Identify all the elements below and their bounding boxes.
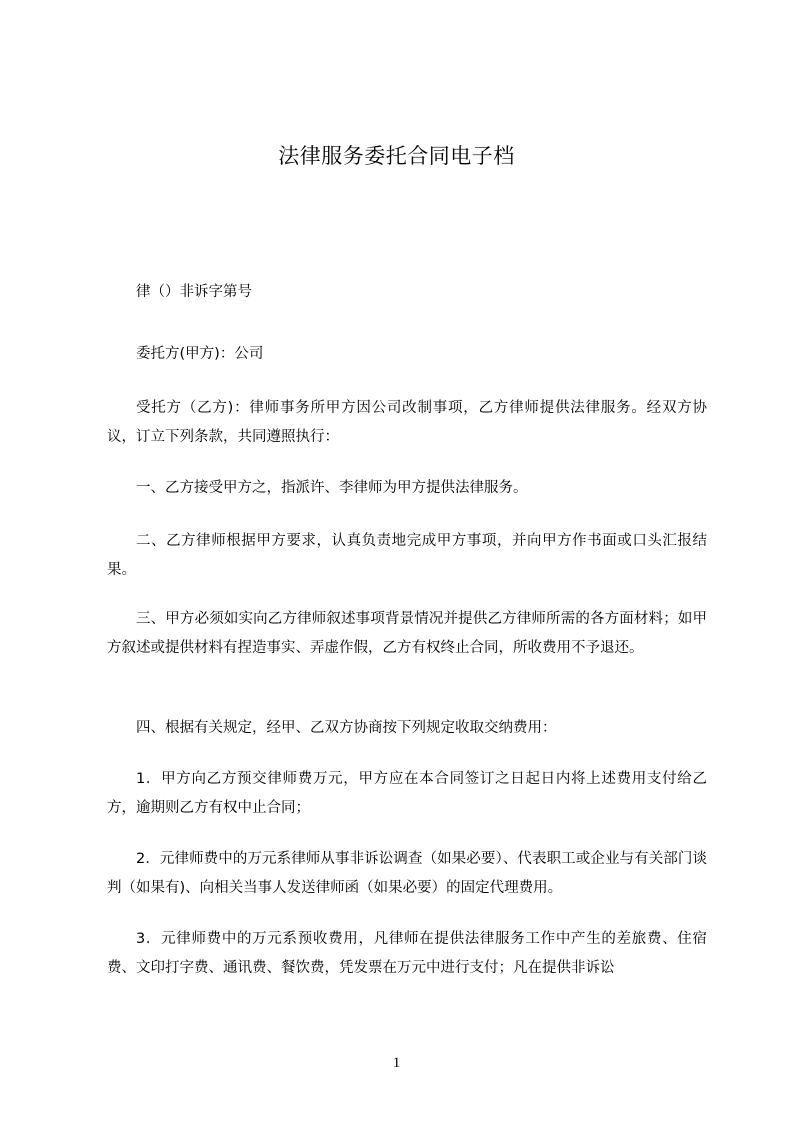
client-party-line: 委托方(甲方)：公司 xyxy=(136,346,264,362)
fee-item-three: 3．元律师费中的万元系预收费用，凡律师在提供法律服务工作中产生的差旅费、住宿费、文印打字费、通讯费、餐饮费，凭发票在万元中进行支付；凡在提供非诉讼 xyxy=(107,931,707,976)
clause-one: 一、乙方接受甲方之，指派许、李律师为甲方提供法律服务。 xyxy=(136,480,528,496)
clause-four: 四、根据有关规定，经甲、乙双方协商按下列规定收取交纳费用： xyxy=(136,720,557,736)
clause-two: 二、乙方律师根据甲方要求，认真负责地完成甲方事项，并向甲方作书面或口头汇报结果。 xyxy=(107,533,707,578)
fee-item-one: 1．甲方向乙方预交律师费万元，甲方应在本合同签订之日起日内将上述费用支付给乙方，逾期则乙方有权中止合同； xyxy=(107,771,707,816)
fee-item-two: 2．元律师费中的万元系律师从事非诉讼调查（如果必要）、代表职工或企业与有关部门谈判（如果有)、向相关当事人发送律师函（如果必要）的固定代理费用。 xyxy=(107,851,707,896)
document-title: 法律服务委托合同电子档 xyxy=(278,144,515,168)
clause-three: 三、甲方必须如实向乙方律师叙述事项背景情况并提供乙方律师所需的各方面材料；如甲方叙述或提供材料有捏造事实、弄虚作假，乙方有权终止合同，所收费用不予退还。 xyxy=(107,611,707,656)
case-number-line: 律（）非诉字第号 xyxy=(136,284,252,300)
page-number: 1 xyxy=(392,1055,401,1071)
trustee-party-paragraph: 受托方（乙方)：律师事务所甲方因公司改制事项，乙方律师提供法律服务。经双方协议，订立下列条款，共同遵照执行： xyxy=(107,400,707,445)
